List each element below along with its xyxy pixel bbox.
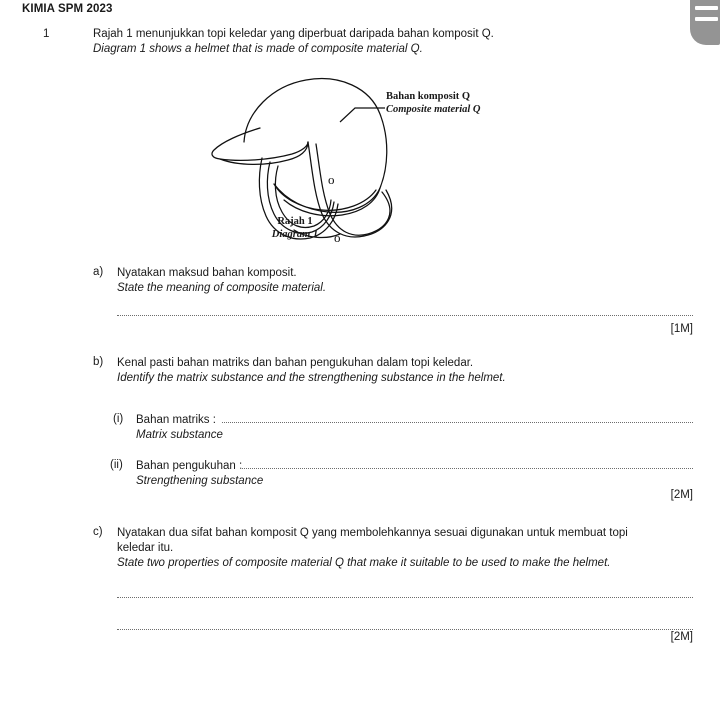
menu-bar-bottom	[695, 17, 718, 21]
part-c-letter: c)	[93, 526, 103, 538]
figure-caption	[200, 215, 390, 241]
question-number: 1	[43, 28, 50, 40]
part-b-item-i-english: Matrix substance	[136, 429, 223, 441]
question-stem	[93, 27, 683, 57]
part-b-marks: [2M]	[670, 489, 693, 501]
part-b-text	[117, 356, 687, 386]
part-c-answer-line-1[interactable]	[117, 596, 693, 598]
part-c-marks: [2M]	[670, 631, 693, 643]
part-c-english: State two properties of composite material Q that make it suitable to be used to make the helmet.	[117, 557, 611, 569]
hamburger-menu-icon[interactable]	[690, 0, 720, 45]
part-a-text	[117, 266, 687, 296]
document-header: KIMIA SPM 2023	[22, 3, 113, 15]
question-stem-english: Diagram 1 shows a helmet that is made of composite material Q.	[93, 43, 423, 55]
part-b-item-i-answer-line[interactable]	[222, 421, 693, 423]
part-b-item-ii-malay: Bahan pengukuhan :	[136, 460, 243, 472]
part-a-letter: a)	[93, 266, 104, 278]
part-b-item-ii-roman: (ii)	[110, 459, 123, 471]
part-b-letter: b)	[93, 356, 104, 368]
vent-upper-icon: o	[328, 172, 335, 187]
part-b-item-ii-english: Strengthening substance	[136, 475, 264, 487]
figure-callout-label	[386, 90, 481, 116]
part-c-text	[117, 526, 697, 571]
part-b-malay: Kenal pasti bahan matriks dan bahan pengukuhan dalam topi keledar.	[117, 357, 474, 369]
figure-caption-malay: Rajah 1	[277, 216, 313, 227]
part-c-answer-line-2[interactable]	[117, 628, 693, 630]
part-a-marks: [1M]	[670, 323, 693, 335]
question-stem-malay: Rajah 1 menunjukkan topi keledar yang diperbuat daripada bahan komposit Q.	[93, 28, 494, 40]
vent-lower-icon: o	[334, 230, 341, 245]
part-b-item-i-roman: (i)	[113, 413, 124, 425]
part-c-malay-line2: keledar itu.	[117, 542, 174, 554]
part-b-item-ii-answer-line[interactable]	[240, 467, 693, 469]
menu-bar-top	[695, 6, 718, 10]
figure-callout-english: Composite material Q	[386, 104, 481, 115]
part-b-item-i-malay: Bahan matriks :	[136, 414, 216, 426]
part-b-english: Identify the matrix substance and the strengthening substance in the helmet.	[117, 372, 506, 384]
part-a-answer-line[interactable]	[117, 314, 693, 316]
part-a-english: State the meaning of composite material.	[117, 282, 327, 294]
figure-caption-english: Diagram 1	[271, 229, 319, 240]
figure-callout-malay: Bahan komposit Q	[386, 91, 471, 102]
part-c-malay-line1: Nyatakan dua sifat bahan komposit Q yang membolehkannya sesuai digunakan untuk membuat topi	[117, 527, 628, 539]
part-a-malay: Nyatakan maksud bahan komposit.	[117, 267, 297, 279]
